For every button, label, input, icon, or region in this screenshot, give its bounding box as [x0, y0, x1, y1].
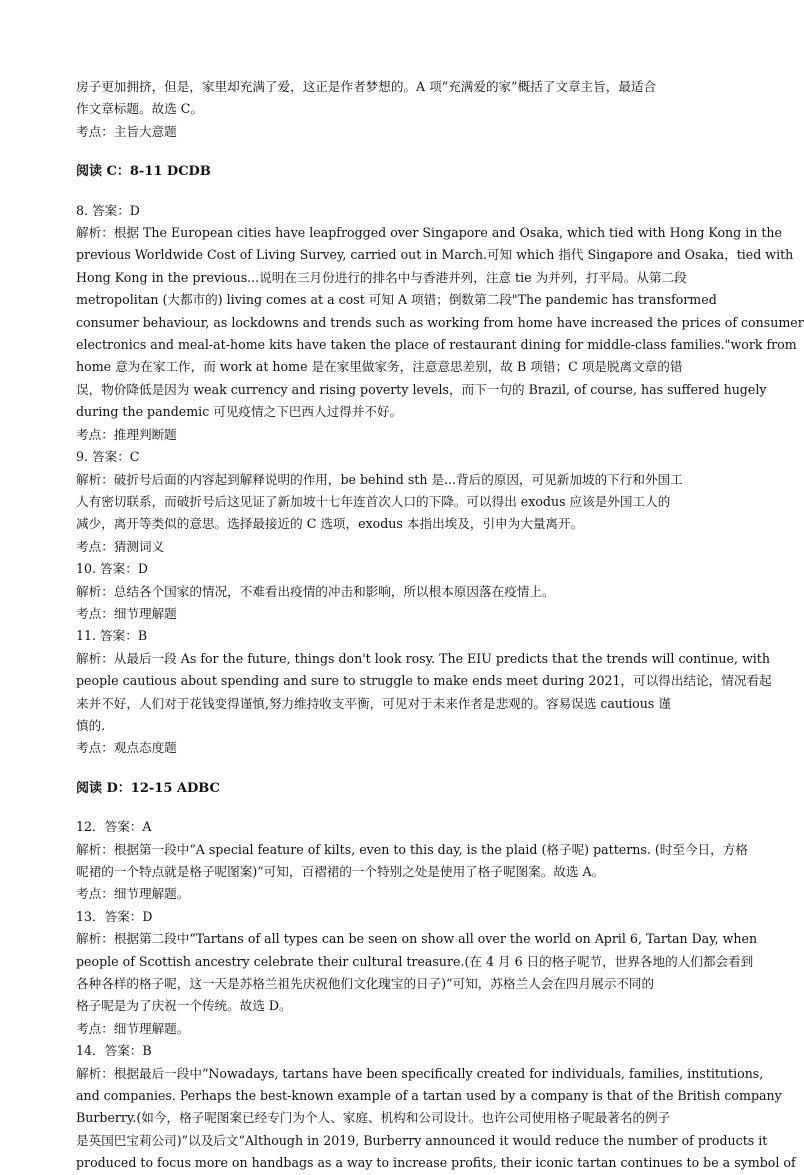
text-line: 呢裙的一个特点就是格子呢图案)”可知，百褶裙的一个特别之处是使用了格子呢图案。故选 A。 [76, 864, 605, 879]
text-line: 解析：从最后一段 As for the future, things don't look rosy. The EIU predicts that the trends will continue, with [76, 650, 770, 666]
text-line: people of Scottish ancestry celebrate their cultural treasure.(在 4 月 6 日的格子呢节，世界各地的人们都会看到 [76, 953, 754, 969]
answer-line: 11. 答案：B [76, 628, 148, 644]
topic-line: 考点：猜测词义 [76, 538, 165, 554]
question-8 [76, 200, 804, 446]
text-line: 来并不好，人们对于花钱变得谨慎,努力维持收支平衡，可见对于未来作者是悲观的。容易误选 cautious 谨 [76, 695, 671, 711]
text-line: electronics and meal-at-home kits have taken the place of restaurant dining for middle-class families."work from [76, 337, 797, 353]
question-10 [76, 558, 720, 625]
document-page [76, 76, 804, 1175]
section-d [76, 778, 796, 1175]
topic-line: 考点：推理判断题 [76, 426, 177, 442]
section-c-heading: 阅读 C：8-11 DCDB [76, 164, 211, 180]
text-line: metropolitan (大都市的) living comes at a cost 可知 A 项错；倒数第二段"The pandemic has transformed [76, 292, 717, 308]
text-line: 作文章标题。故选 C。 [76, 101, 203, 117]
text-line: 误，物价降低是因为 weak currency and rising poverty levels，而下一句的 Brazil, of course, has suffered hugely [76, 381, 767, 397]
text-line: 减少，离开等类似的意思。选择最接近的 C 选项，exodus 本指出埃及，引申为大量离开。 [76, 516, 584, 532]
topic-line: 考点：细节理解题。 [76, 886, 190, 902]
text-line: 解析：破折号后面的内容起到解释说明的作用，be behind sth 是...背后的原因，可见新加坡的下行和外国工 [76, 471, 683, 487]
topic-line: 考点：细节理解题。 [76, 1020, 190, 1036]
text-line: 人有密切联系，而破折号后这见证了新加坡十七年连首次人口的下降。可以得出 exodus 应该是外国工人的 [76, 493, 671, 509]
text-line: 房子更加拥挤，但是，家里却充满了爱，这正是作者梦想的。A 项“充满爱的家”概括了文章主旨，最适合 [76, 79, 657, 94]
text-line: 解析：根据 The European cities have leapfrogged over Singapore and Osaka, which tied with Hong Kong in the [76, 225, 782, 241]
text-line: 是英国巴宝莉公司)”以及后文“Although in 2019, Burberry announced it would reduce the number of products it [76, 1132, 768, 1148]
text-line: home 意为在家工作，而 work at home 是在家里做家务，注意意思差别，故 B 项错；C 项是脱离文章的错 [76, 359, 683, 375]
section-c [76, 161, 804, 760]
answer-line: 13．答案：D [76, 908, 153, 924]
text-line: 解析：根据最后一段中“Nowadays, tartans have been specifically created for individuals, families, institutions, [76, 1065, 764, 1081]
text-line: and companies. Perhaps the best-known example of a tartan used by a company is that of the British company [76, 1088, 782, 1104]
text-line: people cautious about spending and sure to struggle to make ends meet during 2021，可以得出结论，情况看起 [76, 673, 772, 689]
text-line: 解析：根据第一段中“A special feature of kilts, even to this day, is the plaid (格子呢) patterns. (时至今日，方格 [76, 841, 748, 857]
question-12 [76, 816, 748, 906]
answer-line: 12．答案：A [76, 819, 152, 835]
text-line: 解析：根据第二段中“Tartans of all types can be seen on show all over the world on April 6, Tartan Day, when [76, 931, 758, 947]
top-continuation [76, 76, 720, 143]
topic-line: 考点：观点态度题 [76, 740, 177, 756]
text-line: 格子呢是为了庆祝一个传统。故选 D。 [76, 998, 292, 1014]
text-line: 解析：总结各个国家的情况，不难看出疫情的冲击和影响，所以根本原因落在疫情上。 [76, 583, 555, 599]
answer-line: 14．答案：B [76, 1043, 152, 1059]
text-line: during the pandemic 可见疫情之下巴西人过得并不好。 [76, 404, 403, 420]
question-13 [76, 906, 758, 1040]
question-14 [76, 1040, 796, 1174]
text-line: 慎的. [76, 717, 106, 733]
text-line: Hong Kong in the previous...说明在三月份进行的排名中与香港并列，注意 tie 为并列，打平局。从第二段 [76, 269, 687, 285]
answer-line: 10. 答案：D [76, 561, 148, 577]
question-11 [76, 625, 772, 759]
text-line: produced to focus more on handbags as a way to increase profits, their iconic tartan continues to be a symbol of [76, 1155, 796, 1171]
text-line: previous Worldwide Cost of Living Survey, carried out in March.可知 which 指代 Singapore and Osaka，tied with [76, 247, 794, 263]
section-d-heading: 阅读 D：12-15 ADBC [76, 780, 220, 796]
text-line: consumer behaviour, as lockdowns and trends such as working from home have increased the prices of consumer [76, 314, 804, 330]
text-line: 各种各样的格子呢，这一天是苏格兰祖先庆祝他们文化瑰宝的日子)”可知，苏格兰人会在四月展示不同的 [76, 976, 655, 992]
question-9 [76, 446, 720, 558]
answer-line: 9. 答案：C [76, 449, 140, 465]
answer-line: 8. 答案：D [76, 202, 140, 218]
text-line: Burberry.(如今，格子呢图案已经专门为个人、家庭、机构和公司设计。也许公司使用格子呢最著名的例子 [76, 1110, 671, 1126]
text-line: 考点：主旨大意题 [76, 123, 177, 139]
topic-line: 考点：细节理解题 [76, 605, 177, 621]
